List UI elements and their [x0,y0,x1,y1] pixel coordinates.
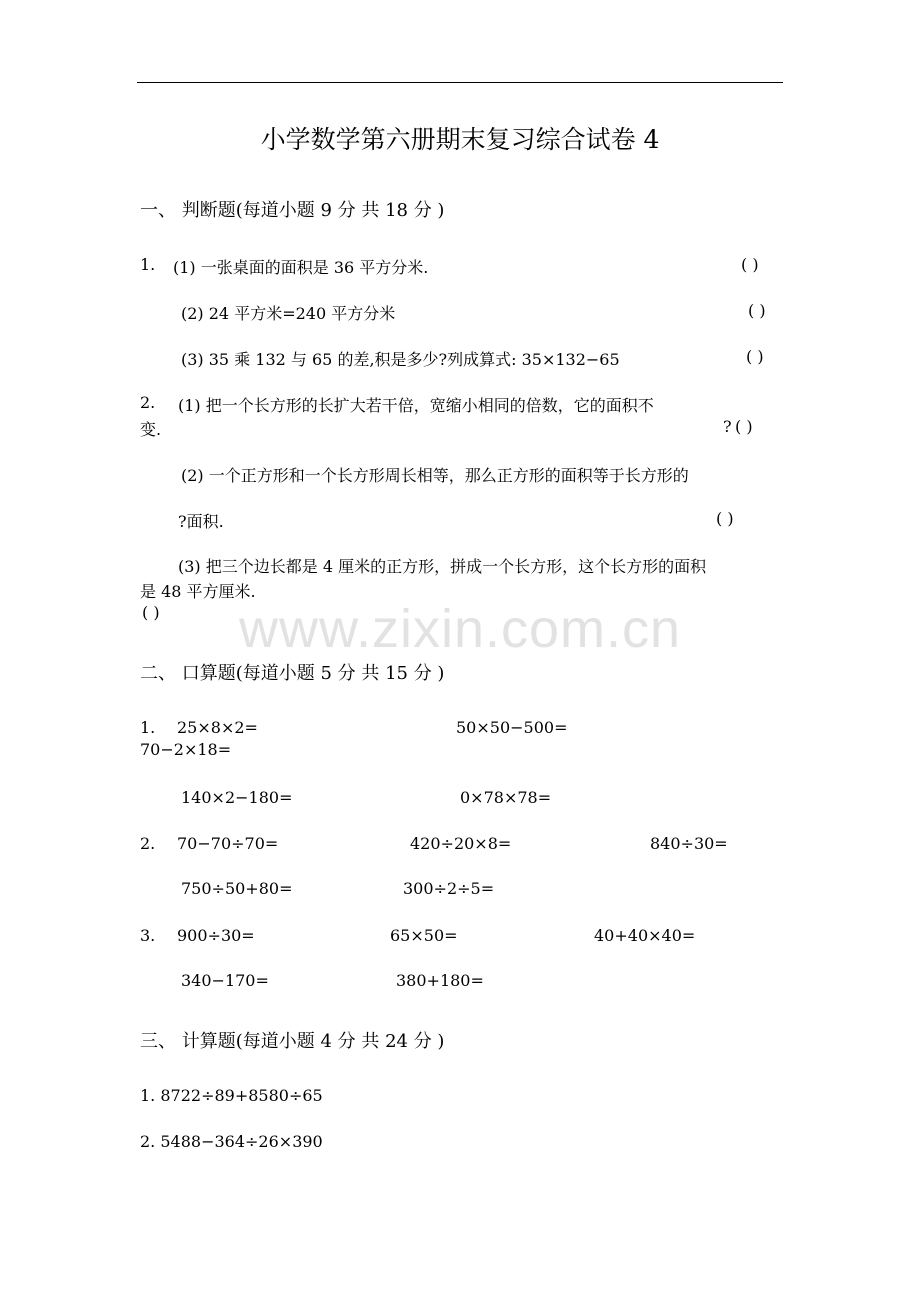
watermark: www.zixin.com.cn [238,599,682,659]
answer-bracket: ( ) [741,255,759,274]
section-2-heading: 二、 口算题(每道小题 5 分 共 15 分 ) [140,663,445,684]
calc-item: 40+40×40= [594,926,696,945]
q1-item-2: (2) 24 平方米=240 平方分米 [181,304,396,323]
section-3-heading: 三、 计算题(每道小题 4 分 共 24 分 ) [140,1031,445,1052]
page-title: 小学数学第六册期末复习综合试卷 4 [260,125,660,154]
calc-item: 50×50−500= [456,718,568,737]
calc-item: 65×50= [390,926,458,945]
q1-item-1: (1) 一张桌面的面积是 36 平方分米. [173,258,429,277]
calc-item: 0×78×78= [460,788,552,807]
calc-item: 900÷30= [177,926,255,945]
calc-item: 25×8×2= [177,718,258,737]
q1-item-3: (3) 35 乘 132 与 65 的差,积是多少?列成算式: 35×132−65 [181,350,620,369]
header-rule [137,82,783,83]
calc-item: 380+180= [396,971,484,990]
q2-item-1-line-2: 变. [140,420,162,439]
section-1-heading: 一、 判断题(每道小题 9 分 共 18 分 ) [140,200,445,221]
q2-number: 2. [140,393,156,412]
calc-item: 300÷2÷5= [403,879,495,898]
answer-bracket: ( ) [142,603,160,622]
answer-bracket: ( ) [716,509,734,528]
calc-item: 420÷20×8= [410,834,512,853]
answer-bracket: ( ) [746,347,764,366]
s2-q1-number: 1. [140,718,156,737]
s2-q3-number: 3. [140,926,156,945]
q2-item-2-line-2: ?面积. [178,512,224,531]
s3-q2: 2. 5488−364÷26×390 [140,1132,323,1151]
s2-q2-number: 2. [140,834,156,853]
calc-item: 70−2×18= [140,740,232,759]
calc-item: 840÷30= [650,834,728,853]
q2-item-3-line-2: 是 48 平方厘米. [140,582,256,601]
answer-bracket: ( ) [735,417,753,436]
calc-item: 140×2−180= [181,788,293,807]
q2-item-2-line-1: (2) 一个正方形和一个长方形周长相等，那么正方形的面积等于长方形的 [181,466,689,485]
calc-item: 340−170= [181,971,269,990]
q1-number: 1. [140,255,156,274]
answer-bracket: ( ) [748,301,766,320]
s3-q1: 1. 8722÷89+8580÷65 [140,1086,323,1105]
q2-item-1-line-1: (1) 把一个长方形的长扩大若干倍，宽缩小相同的倍数，它的面积不 [178,396,654,415]
q2-item-3-line-1: (3) 把三个边长都是 4 厘米的正方形，拼成一个长方形，这个长方形的面积 [178,557,707,576]
question-mark: ? [723,417,732,436]
calc-item: 70−70÷70= [177,834,279,853]
calc-item: 750÷50+80= [181,879,293,898]
